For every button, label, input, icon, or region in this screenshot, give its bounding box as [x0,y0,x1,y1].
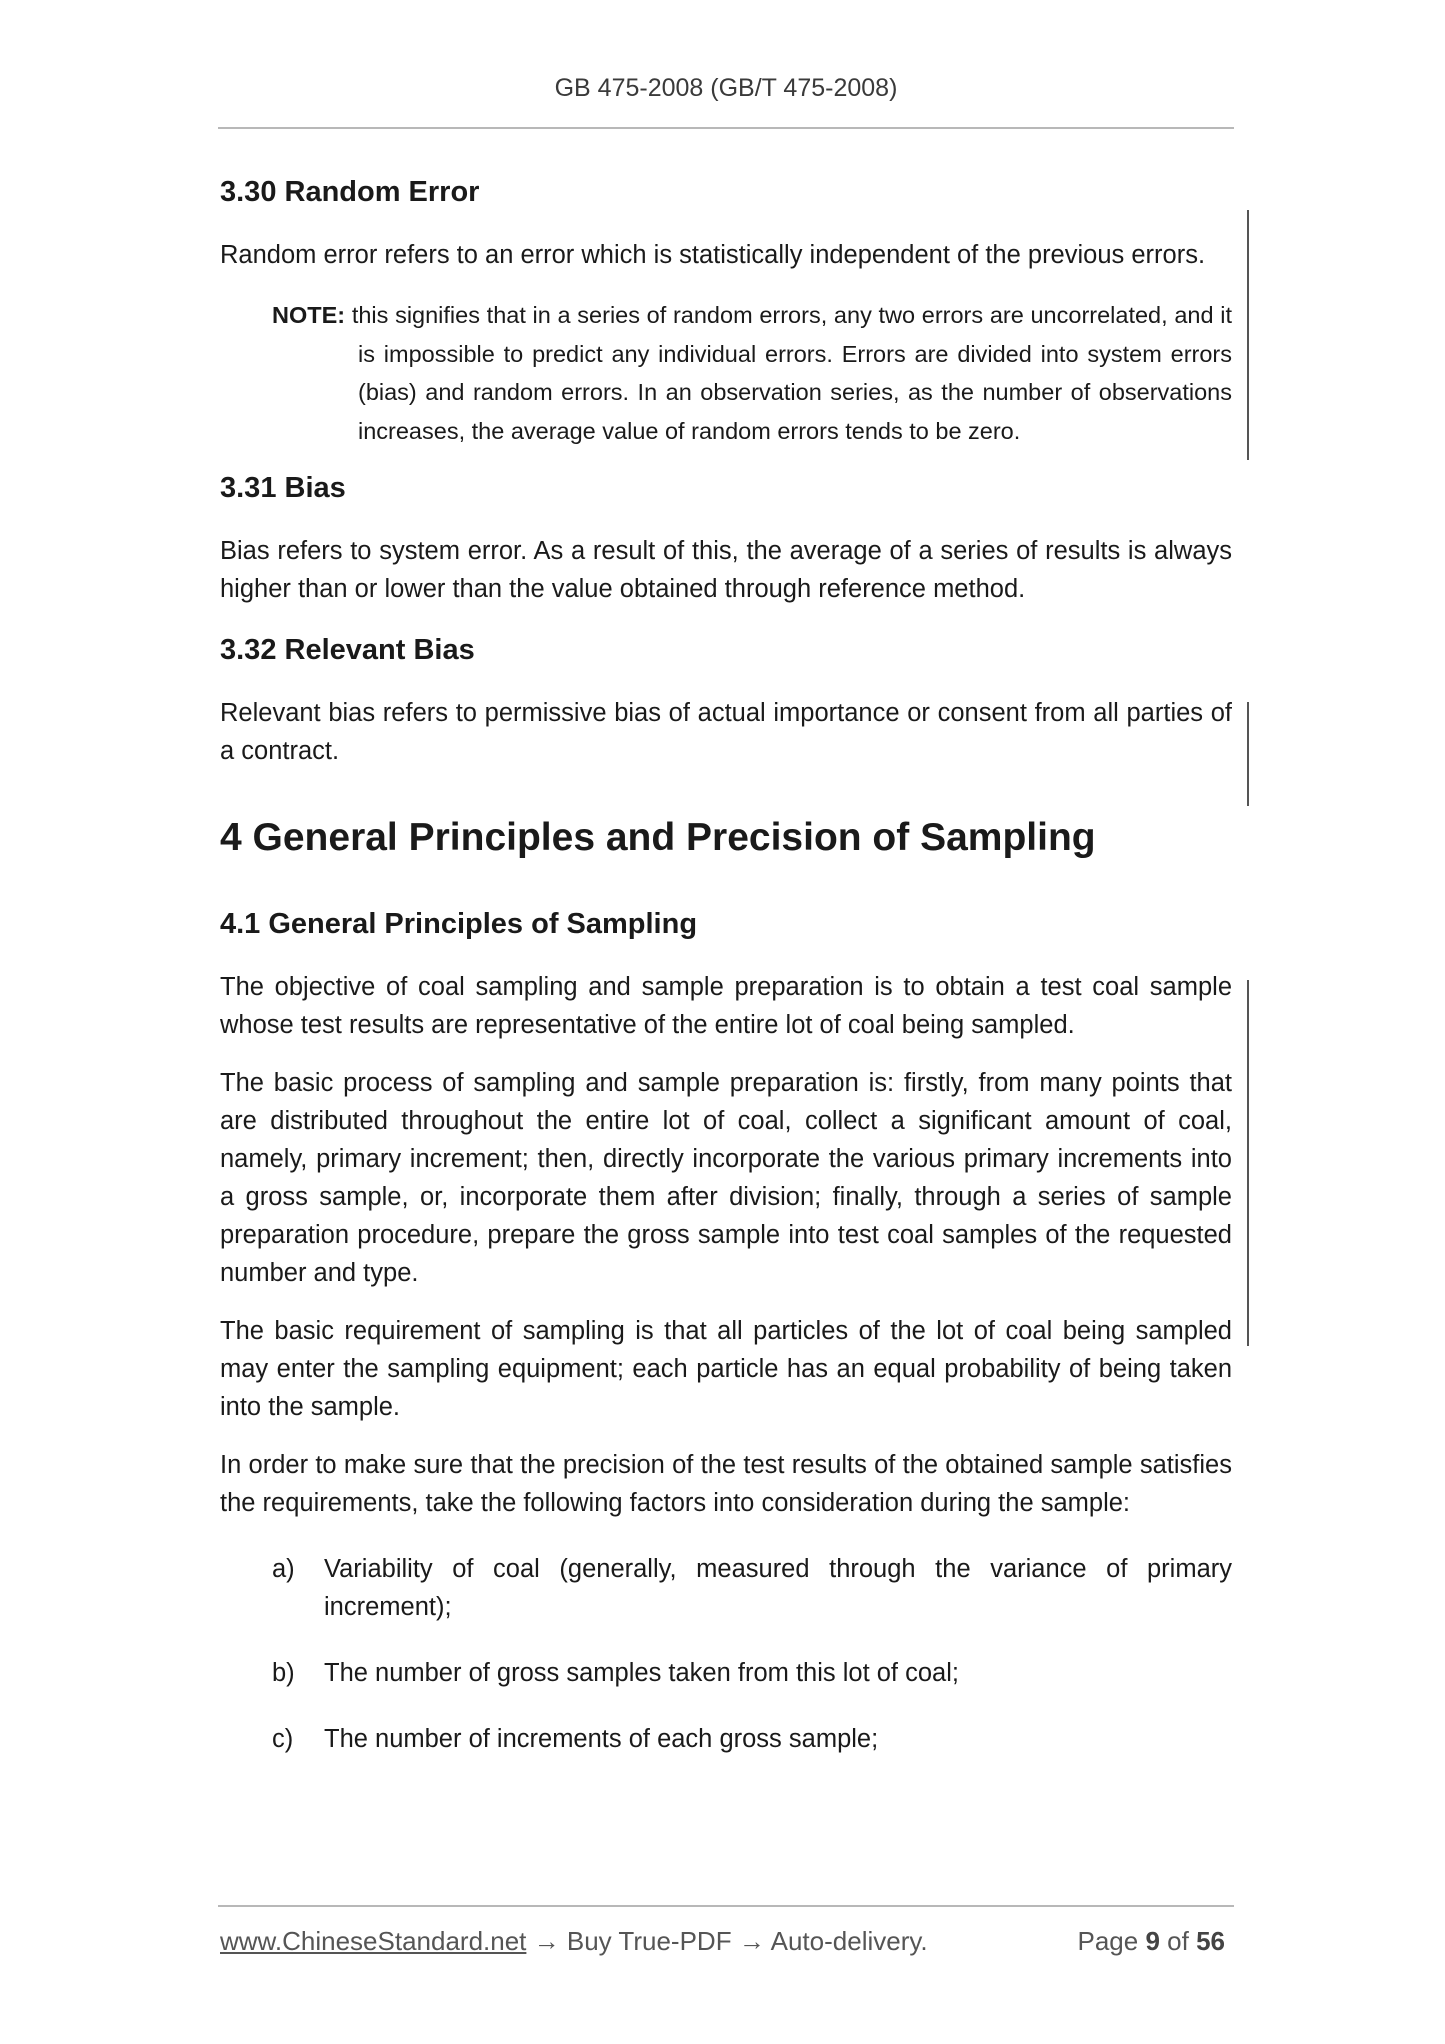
buy-text: Buy True-PDF [566,1926,732,1956]
delivery-text: Auto-delivery. [770,1926,928,1956]
section-heading-4-1: 4.1 General Principles of Sampling [220,908,698,940]
chapter-heading-4: 4 General Principles and Precision of Sampling [220,816,1096,859]
page-number: 9 [1145,1926,1160,1956]
note [272,296,1232,450]
paragraph: The objective of coal sampling and sample preparation is to obtain a test coal sample whose test results are representative of the entire lot of coal being sampled. [220,973,1232,1039]
header-divider [218,127,1234,129]
list-item [220,1550,1232,1626]
page-header: GB 475-2008 (GB/T 475-2008) [554,74,898,102]
paragraph: The basic requirement of sampling is that all particles of the lot of coal being sampled may enter the sampling equipment; each particle has an equal probability of being taken into the sample. [220,1317,1232,1421]
list-marker: b) [272,1659,295,1687]
section-heading-3-31: 3.31 Bias [220,472,346,504]
arrow-icon: → [533,1926,560,1956]
list-marker: a) [272,1555,295,1583]
paragraph: The basic process of sampling and sample preparation is: firstly, from many points that are distributed throughout the entire lot of coal, collect a significant amount of coal, namely, primary increment; then, directly incorporate the various primary increments into a gross sample, or, incorporate them after division; finally, through a series of sample preparation procedure, prepare the gross sample into test coal samples of the requested number and type. [220,1069,1232,1287]
note-label: NOTE: [272,302,346,328]
list-item-text: Variability of coal (generally, measured through the variance of primary increment); [324,1555,1232,1621]
list-item [220,1654,1232,1692]
section-heading-3-30: 3.30 Random Error [220,176,480,208]
website-link[interactable]: www.ChineseStandard.net [220,1926,527,1956]
page-total: 56 [1196,1926,1225,1956]
footer-promo [220,1926,928,1957]
page-indicator [1077,1926,1225,1957]
section-heading-3-32: 3.32 Relevant Bias [220,634,475,666]
paragraph: Bias refers to system error. As a result of this, the average of a series of results is always higher than or lower than the value obtained through reference method. [220,537,1232,603]
arrow-icon: → [738,1926,765,1956]
paragraph: Relevant bias refers to permissive bias of actual importance or consent from all parties of a contract. [220,699,1232,765]
page-body [220,168,1232,1758]
list-marker: c) [272,1725,294,1753]
footer-divider [218,1905,1234,1907]
of-word: of [1167,1926,1189,1956]
change-bar [1247,980,1249,1346]
note-text: this signifies that in a series of random errors, any two errors are uncorrelated, and it is impossible to predict any individual errors. Errors are divided into system errors (bias) and random errors. In an observation series, as the number of observations increases, the average value of random errors tends to be zero. [351,302,1232,444]
change-bar [1247,702,1249,806]
list-item [220,1720,1232,1758]
paragraph: Random error refers to an error which is statistically independent of the previous errors. [220,241,1206,269]
list-item-text: The number of gross samples taken from this lot of coal; [324,1659,959,1687]
paragraph: In order to make sure that the precision of the test results of the obtained sample satisfies the requirements, take the following factors into consideration during the sample: [220,1451,1232,1517]
list-item-text: The number of increments of each gross sample; [324,1725,879,1753]
change-bar [1247,210,1249,460]
page-word: Page [1077,1926,1139,1956]
